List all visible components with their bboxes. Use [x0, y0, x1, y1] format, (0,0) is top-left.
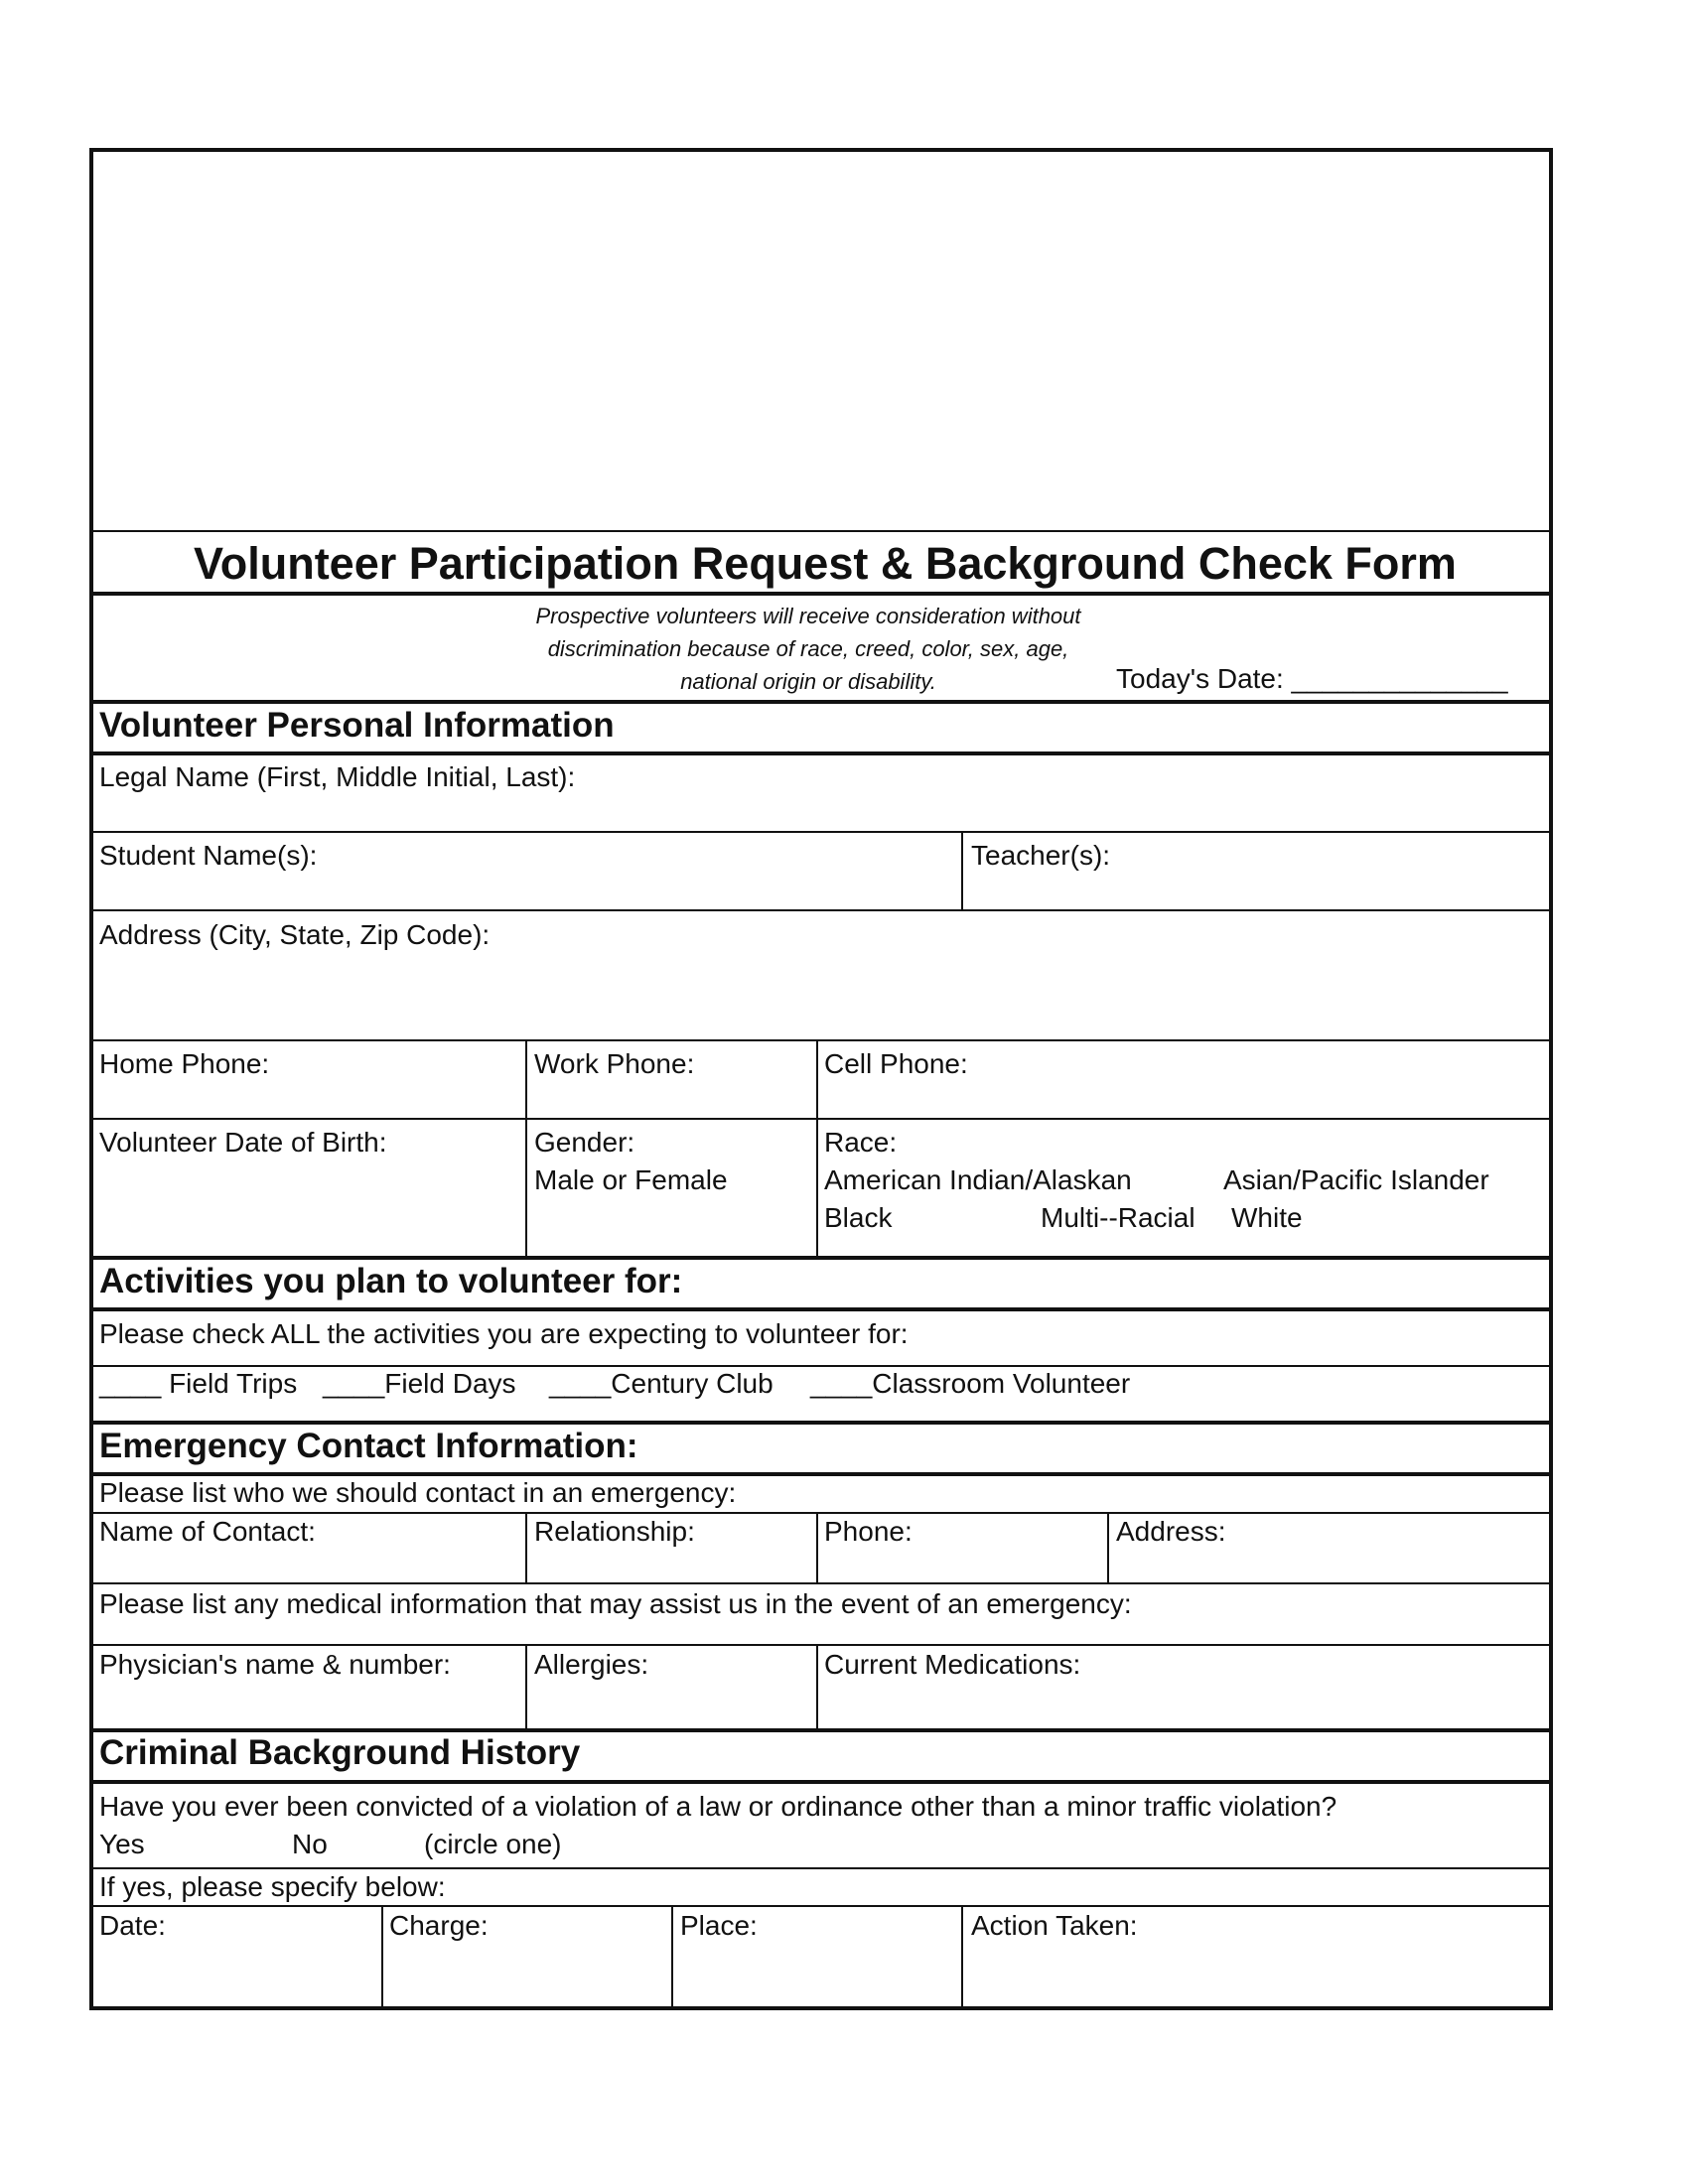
emergency-instruction: Please list who we should contact in an emergency:	[99, 1477, 737, 1508]
contact-address-field[interactable]: Address:	[1116, 1516, 1226, 1547]
allergies-field[interactable]: Allergies:	[534, 1649, 649, 1680]
divider	[93, 831, 1549, 833]
divider	[93, 751, 1549, 755]
activity-classroom-volunteer[interactable]: ____Classroom Volunteer	[810, 1368, 1131, 1399]
divider	[93, 1780, 1549, 1784]
divider	[525, 1644, 527, 1729]
divider	[93, 1644, 1549, 1646]
race-asian-option[interactable]: Asian/Pacific Islander	[1223, 1164, 1489, 1195]
contact-phone-field[interactable]: Phone:	[824, 1516, 913, 1547]
disclaimer-line-1: Prospective volunteers will receive consideration without	[535, 604, 1081, 628]
divider	[93, 1365, 1549, 1367]
physician-field[interactable]: Physician's name & number:	[99, 1649, 451, 1680]
relationship-field[interactable]: Relationship:	[534, 1516, 695, 1547]
offense-date-field[interactable]: Date:	[99, 1910, 166, 1941]
race-multi-option[interactable]: Multi--Racial	[1041, 1202, 1196, 1233]
divider	[93, 909, 1549, 911]
divider	[525, 1512, 527, 1583]
offense-charge-field[interactable]: Charge:	[389, 1910, 489, 1941]
divider	[381, 1905, 383, 2006]
legal-name-field[interactable]: Legal Name (First, Middle Initial, Last):	[99, 761, 576, 792]
gender-label: Gender:	[534, 1127, 635, 1158]
divider	[671, 1905, 673, 2006]
divider	[93, 1472, 1549, 1476]
emergency-heading: Emergency Contact Information:	[99, 1427, 638, 1465]
race-black-option[interactable]: Black	[824, 1202, 893, 1233]
conviction-yes-option[interactable]: Yes	[99, 1829, 145, 1859]
teachers-field[interactable]: Teacher(s):	[971, 840, 1111, 871]
criminal-heading: Criminal Background History	[99, 1733, 581, 1772]
medical-instruction: Please list any medical information that may assist us in the event of an emergency:	[99, 1588, 1132, 1619]
medications-field[interactable]: Current Medications:	[824, 1649, 1081, 1680]
divider	[1107, 1512, 1109, 1583]
divider	[93, 1421, 1549, 1425]
divider	[961, 1905, 963, 2006]
circle-one-note: (circle one)	[424, 1829, 562, 1859]
race-american-indian-option[interactable]: American Indian/Alaskan	[824, 1164, 1132, 1195]
divider	[93, 530, 1549, 532]
conviction-question: Have you ever been convicted of a violation of a law or ordinance other than a minor traffic violation?	[99, 1791, 1337, 1822]
address-field[interactable]: Address (City, State, Zip Code):	[99, 919, 491, 950]
student-names-field[interactable]: Student Name(s):	[99, 840, 318, 871]
home-phone-field[interactable]: Home Phone:	[99, 1048, 270, 1079]
activity-field-trips[interactable]: ____ Field Trips	[99, 1368, 298, 1399]
divider	[93, 1039, 1549, 1041]
disclaimer-line-3: national origin or disability.	[680, 669, 936, 694]
conviction-no-option[interactable]: No	[292, 1829, 328, 1859]
divider	[961, 831, 963, 910]
divider	[93, 1307, 1549, 1311]
work-phone-field[interactable]: Work Phone:	[534, 1048, 695, 1079]
divider	[93, 1256, 1549, 1260]
offense-action-field[interactable]: Action Taken:	[971, 1910, 1138, 1941]
divider	[816, 1039, 818, 1258]
divider	[93, 1867, 1549, 1869]
race-white-option[interactable]: White	[1231, 1202, 1303, 1233]
activity-field-days[interactable]: ____Field Days	[323, 1368, 516, 1399]
divider	[93, 1905, 1549, 1907]
divider	[93, 700, 1549, 704]
contact-name-field[interactable]: Name of Contact:	[99, 1516, 316, 1547]
activity-century-club[interactable]: ____Century Club	[549, 1368, 774, 1399]
cell-phone-field[interactable]: Cell Phone:	[824, 1048, 968, 1079]
divider	[93, 1512, 1549, 1514]
divider	[525, 1039, 527, 1258]
specify-instruction: If yes, please specify below:	[99, 1871, 446, 1902]
volunteer-form	[89, 148, 1553, 2010]
divider	[816, 1644, 818, 1729]
offense-place-field[interactable]: Place:	[680, 1910, 758, 1941]
disclaimer-line-2: discrimination because of race, creed, color, sex, age,	[547, 636, 1069, 661]
dob-field[interactable]: Volunteer Date of Birth:	[99, 1127, 387, 1158]
gender-options[interactable]: Male or Female	[534, 1164, 728, 1195]
form-title: Volunteer Participation Request & Background Check Form	[194, 538, 1457, 589]
activities-heading: Activities you plan to volunteer for:	[99, 1262, 683, 1300]
divider	[93, 1118, 1549, 1120]
personal-info-heading: Volunteer Personal Information	[99, 706, 615, 745]
divider	[816, 1512, 818, 1583]
activities-instruction: Please check ALL the activities you are expecting to volunteer for:	[99, 1318, 909, 1349]
divider	[93, 592, 1549, 596]
divider	[93, 1582, 1549, 1584]
race-label: Race:	[824, 1127, 898, 1158]
divider	[93, 1728, 1549, 1732]
todays-date-field[interactable]: Today's Date: ______________	[1116, 663, 1508, 694]
